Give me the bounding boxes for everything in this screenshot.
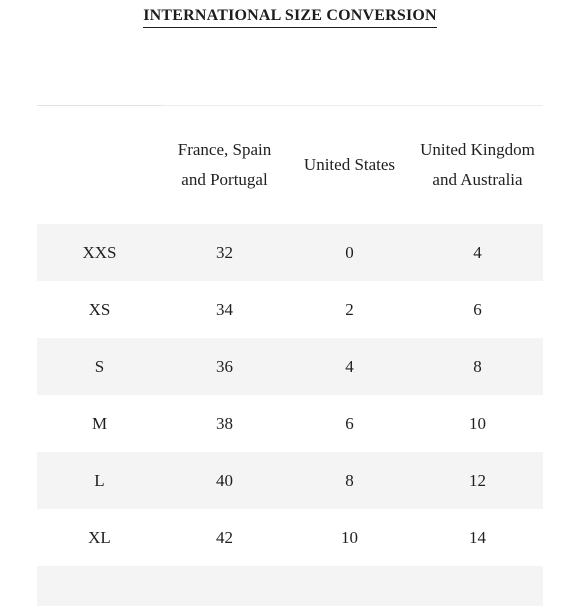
size-uk <box>412 566 543 606</box>
table-row <box>37 566 543 606</box>
size-us: 4 <box>287 338 412 395</box>
size-conversion-table <box>37 105 543 606</box>
size-uk: 4 <box>412 224 543 281</box>
table-header-row <box>37 106 543 225</box>
header-uk-australia: United Kingdom and Australia <box>412 106 543 225</box>
table-row <box>37 224 543 281</box>
page-title-text: INTERNATIONAL SIZE CONVERSION <box>143 6 437 28</box>
size-us <box>287 566 412 606</box>
header-france-spain-portugal: France, Spain and Portugal <box>162 106 287 225</box>
size-us: 2 <box>345 299 354 319</box>
size-eu: 40 <box>162 452 287 509</box>
header-blank <box>37 106 162 225</box>
size-eu <box>162 566 287 606</box>
size-label: M <box>91 413 108 433</box>
size-us: 8 <box>287 452 412 509</box>
size-label <box>37 566 162 606</box>
size-eu: 32 <box>162 224 287 281</box>
table-row <box>37 452 543 509</box>
size-label: XL <box>88 527 111 547</box>
size-uk: 10 <box>469 413 486 433</box>
size-label: S <box>37 338 162 395</box>
table-row <box>37 395 543 452</box>
table-row <box>37 338 543 395</box>
size-uk: 6 <box>473 299 482 319</box>
size-uk: 12 <box>412 452 543 509</box>
size-eu: 36 <box>162 338 287 395</box>
size-eu: 38 <box>216 413 233 433</box>
size-eu: 34 <box>216 299 233 319</box>
size-label: XXS <box>37 224 162 281</box>
header-united-states: United States <box>287 106 412 225</box>
size-us: 6 <box>345 413 354 433</box>
size-eu: 42 <box>216 527 233 547</box>
size-label: XS <box>88 299 111 319</box>
table-row <box>37 281 543 338</box>
size-uk: 14 <box>469 527 486 547</box>
size-label: L <box>37 452 162 509</box>
size-uk: 8 <box>412 338 543 395</box>
table-row <box>37 509 543 566</box>
size-us: 0 <box>287 224 412 281</box>
page-title <box>0 6 580 28</box>
size-us: 10 <box>341 527 358 547</box>
